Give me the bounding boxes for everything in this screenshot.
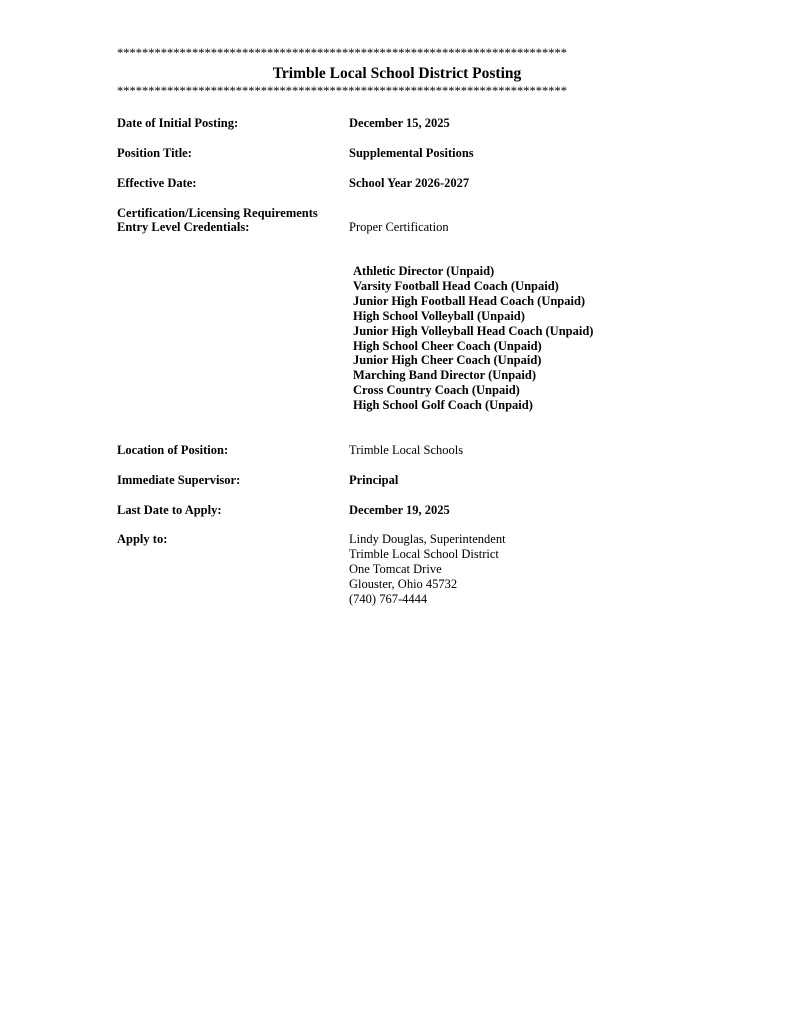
- supervisor-value: Principal: [349, 473, 399, 487]
- star-divider-bottom: ************************************************************************: [117, 84, 567, 98]
- positions-list: [353, 264, 593, 413]
- list-item: High School Cheer Coach (Unpaid): [353, 338, 542, 353]
- list-item: High School Volleyball (Unpaid): [353, 308, 525, 323]
- address-line: Lindy Douglas, Superintendent: [349, 532, 506, 546]
- list-item: Junior High Volleyball Head Coach (Unpaid): [353, 323, 594, 338]
- list-item: Athletic Director (Unpaid): [353, 264, 495, 278]
- initial-posting-label: Date of Initial Posting:: [117, 116, 239, 130]
- address-line: Glouster, Ohio 45732: [349, 576, 458, 591]
- list-item: Marching Band Director (Unpaid): [353, 368, 536, 383]
- list-item: High School Golf Coach (Unpaid): [353, 398, 533, 413]
- last-date-value: December 19, 2025: [349, 503, 450, 517]
- effective-date-value: School Year 2026-2027: [349, 176, 470, 190]
- address-line: (740) 767-4444: [349, 591, 428, 606]
- location-value: Trimble Local Schools: [349, 443, 464, 457]
- apply-to-address: [349, 532, 506, 607]
- address-line: Trimble Local School District: [349, 546, 499, 561]
- list-item: Cross Country Coach (Unpaid): [353, 383, 520, 398]
- certification-label-line1: Certification/Licensing Requirements: [117, 206, 318, 220]
- address-line: One Tomcat Drive: [349, 561, 442, 576]
- star-divider-top: ************************************************************************: [117, 46, 567, 60]
- certification-value: Proper Certification: [349, 220, 449, 234]
- last-date-label: Last Date to Apply:: [117, 503, 222, 517]
- list-item: Varsity Football Head Coach (Unpaid): [353, 278, 559, 293]
- page-title: Trimble Local School District Posting: [272, 65, 522, 82]
- location-label: Location of Position:: [117, 443, 229, 457]
- position-title-label: Position Title:: [117, 146, 192, 160]
- effective-date-label: Effective Date:: [117, 176, 197, 190]
- initial-posting-value: December 15, 2025: [349, 116, 450, 130]
- certification-label-line2: Entry Level Credentials:: [117, 220, 250, 234]
- list-item: Junior High Cheer Coach (Unpaid): [353, 353, 542, 368]
- position-title-value: Supplemental Positions: [349, 146, 474, 160]
- apply-to-label: Apply to:: [117, 532, 168, 546]
- supervisor-label: Immediate Supervisor:: [117, 473, 241, 487]
- list-item: Junior High Football Head Coach (Unpaid): [353, 293, 586, 308]
